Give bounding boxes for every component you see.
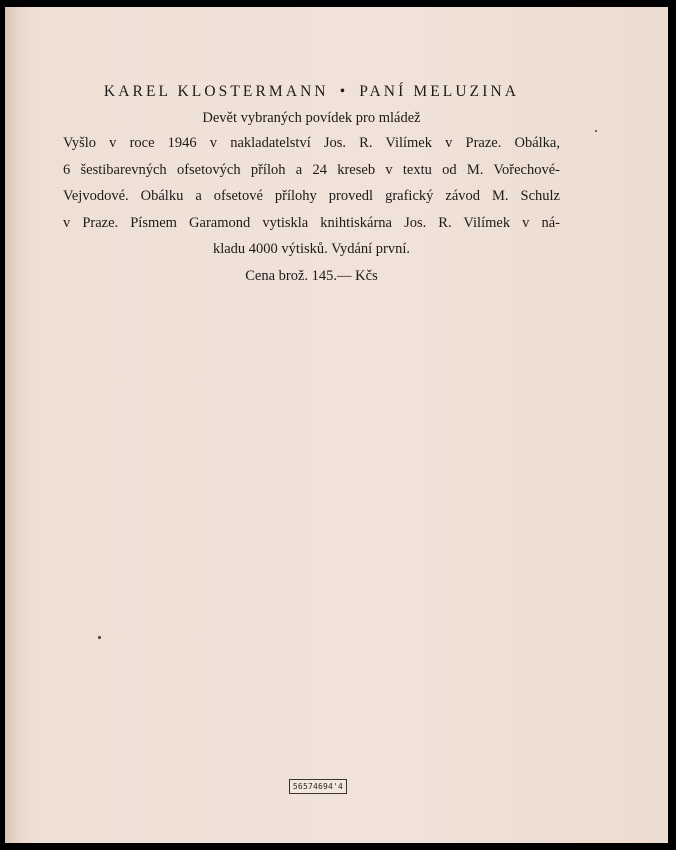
paper-speck [98, 636, 101, 639]
price-line: Cena brož. 145.— Kčs [245, 267, 378, 284]
paper-speck [595, 130, 597, 132]
imprint-line: Vejvodové. Obálku a ofsetové přílohy provedl grafický závod M. Schulz [63, 188, 560, 204]
subtitle: Devět vybraných povídek pro mládež [202, 110, 421, 126]
imprint-line: Vyšlo v roce 1946 v nakladatelství Jos. R. Vilímek v Praze. Obálka, [63, 135, 560, 151]
title-line [63, 79, 560, 105]
imprint-line: 6 šestibarevných ofsetových příloh a 24 kreseb v textu od M. Vořechové- [63, 161, 560, 178]
author-name: KAREL KLOSTERMANN [103, 83, 329, 100]
imprint-line: v Praze. Písmem Garamond vytiskla knihtiskárna Jos. R. Vilímek v ná- [63, 214, 560, 231]
colophon-block [63, 79, 560, 289]
book-title: PANÍ MELUZINA [359, 83, 520, 100]
book-page [5, 7, 668, 843]
imprint-line: kladu 4000 výtisků. Vydání první. [212, 241, 411, 257]
library-stamp: 56574694'4 [289, 779, 347, 794]
title-separator: • [339, 83, 349, 100]
